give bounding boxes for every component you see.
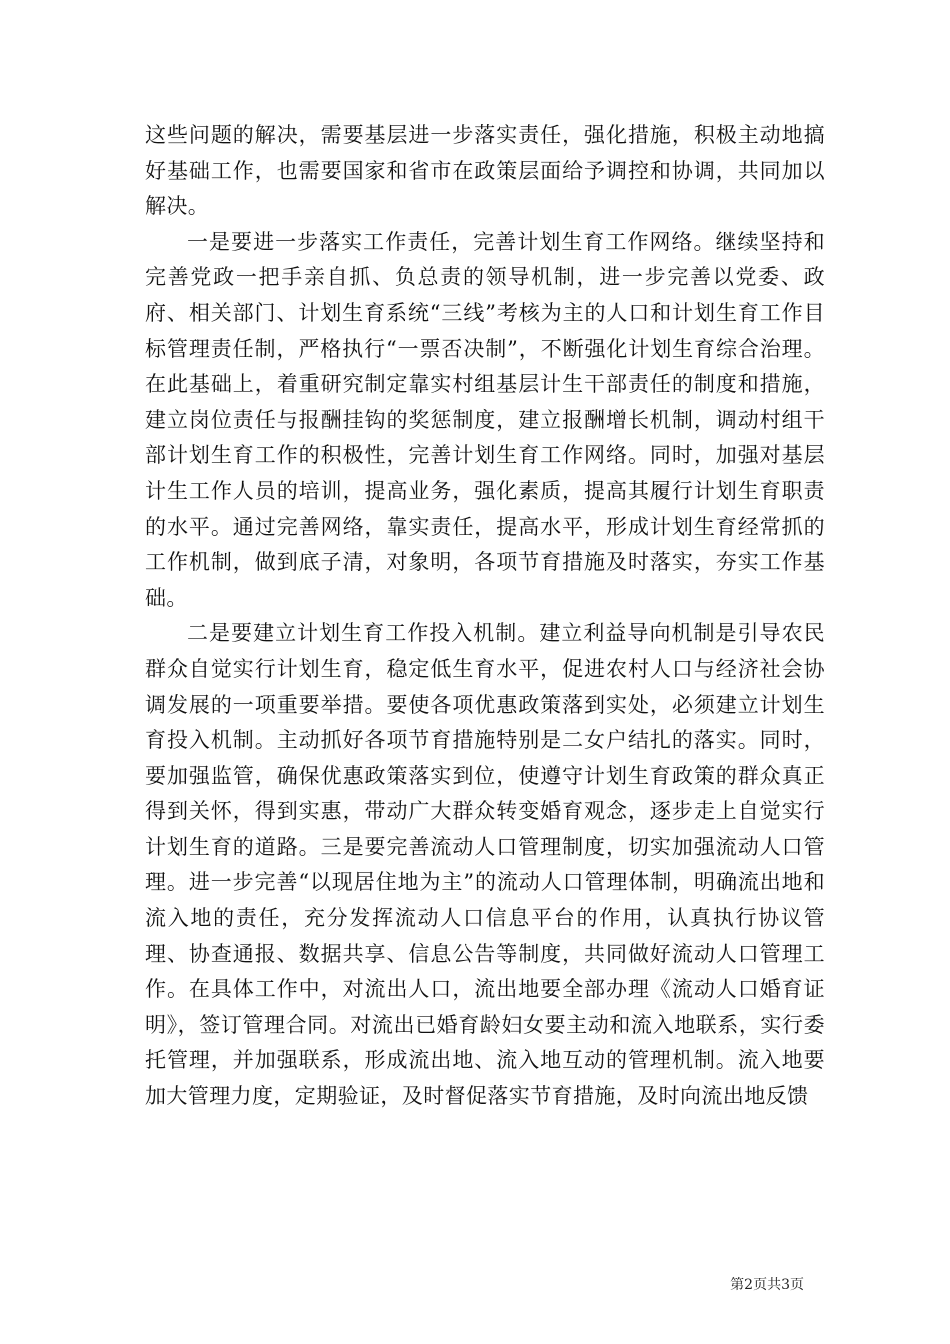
- paragraph-work-responsibility: 一是要进一步落实工作责任，完善计划生育工作网络。继续坚持和完善党政一把手亲自抓、负总责的领导机制，进一步完善以党委、政府、相关部门、计划生育系统“三线”考核为主的人口和计划生育工作目标管理责任制，严格执行“一票否决制”，不断强化计划生育综合治理。在此基础上，着重研究制定靠实村组基层计生干部责任的制度和措施，建立岗位责任与报酬挂钩的奖惩制度，建立报酬增长机制，调动村组干部计划生育工作的积极性，完善计划生育工作网络。同时，加强对基层计生工作人员的培训，提高业务，强化素质，提高其履行计划生育职责的水平。通过完善网络，靠实责任，提高水平，形成计划生育经常抓的工作机制，做到底子清，对象明，各项节育措施及时落实，夯实工作基础。: [145, 229, 825, 610]
- page-number: 第2页共3页: [730, 1277, 804, 1293]
- document-body: [145, 118, 825, 1115]
- paragraph-investment-mechanism: 二是要建立计划生育工作投入机制。建立利益导向机制是引导农民群众自觉实行计划生育，稳定低生育水平，促进农村人口与经济社会协调发展的一项重要举措。要使各项优惠政策落到实处，必须建立计划生育投入机制。主动抓好各项节育措施特别是二女户结扎的落实。同时，要加强监管，确保优惠政策落实到位，使遵守计划生育政策的群众真正得到关怀，得到实惠，带动广大群众转变婚育观念，逐步走上自觉实行计划生育的道路。三是要完善流动人口管理制度，切实加强流动人口管理。进一步完善“以现居住地为主”的流动人口管理体制，明确流出地和流入地的责任，充分发挥流动人口信息平台的作用，认真执行协议管理、协查通报、数据共享、信息公告等制度，共同做好流动人口管理工作。在具体工作中，对流出人口，流出地要全部办理《流动人口婚育证明》，签订管理合同。对流出已婚育龄妇女要主动和流入地联系，实行委托管理，并加强联系，形成流出地、流入地互动的管理机制。流入地要加大管理力度，定期验证，及时督促落实节育措施，及时向流出地反馈: [145, 621, 825, 1109]
- paragraph-intro: 这些问题的解决，需要基层进一步落实责任，强化措施，积极主动地搞好基础工作，也需要国家和省市在政策层面给予调控和协调，共同加以解决。: [145, 123, 825, 219]
